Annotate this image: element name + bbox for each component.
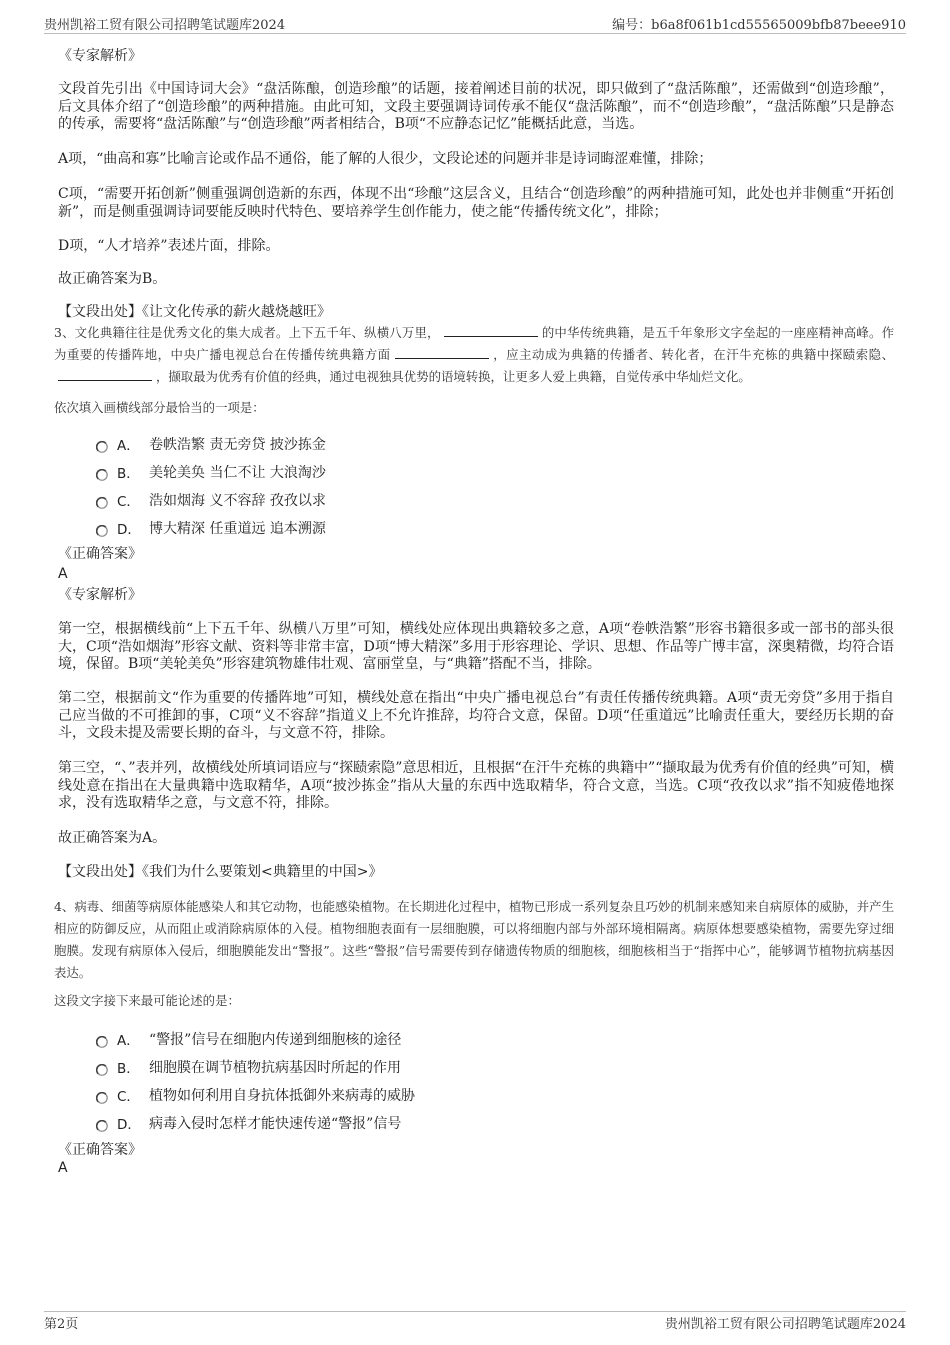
q3-text-part1: 3、文化典籍往往是优秀文化的集大成者。上下五千年、纵横八万里， [54, 325, 440, 340]
option-letter: C． [117, 494, 140, 510]
q4-option-a[interactable] [96, 1029, 401, 1049]
q3-analysis-p1: 第一空，根据横线前“上下五千年、纵横八万里”可知，横线处应体现出典籍较多之意，A项“卷帙浩繁”形容书籍很多或一部书的部头很大，C项“浩如烟海”形容文献、资料等非常丰富，D项“博大精深”多用于形容理论、学识、思想、作品等广博丰富，深奥精微，均符合语境，保留。B项“美轮美奂”形容建筑物雄伟壮观、富丽堂皇，与“典籍”搭配不当，排除。 [58, 621, 894, 672]
radio-icon[interactable] [96, 1092, 108, 1104]
page-header [0, 0, 950, 33]
q4-question: 4、病毒、细菌等病原体能感染人和其它动物，也能感染植物。在长期进化过程中，植物已形成一系列复杂且巧妙的机制来感知来自病原体的威胁，并产生相应的防御反应，从而阻止或消除病原体的入侵。植物细胞表面有一层细胞膜，可以将细胞内部与外部环境相隔离。病原体想要感染植物，需要先穿过细胞膜。发现有病原体入侵后，细胞膜能发出“警报”。这些“警报”信号需要传到存储遗传物质的细胞核，细胞核相当于“指挥中心”，能够调节植物抗病基因表达。 [54, 899, 894, 980]
header-title: 贵州凯裕工贸有限公司招聘笔试题库2024 [44, 18, 286, 33]
radio-icon[interactable] [96, 1036, 108, 1048]
option-letter: B． [117, 466, 140, 482]
radio-icon[interactable] [96, 1120, 108, 1132]
q4-answer-label: 《正确答案》 [58, 1142, 142, 1158]
q2-analysis-p1: 文段首先引出《中国诗词大会》“盘活陈酿，创造珍酿”的话题，接着阐述目前的状况，即只做到了“盘活陈酿”，还需做到“创造珍酿”，后文具体介绍了“创造珍酿”的两种措施。由此可知，文段主要强调诗词传承不能仅“盘活陈酿”，而不“创造珍酿”，“盘活陈酿”只是静态的传承，需要将“盘活陈酿”与“创造珍酿”两者相结合，B项“不应静态记忆”能概括此意，当选。 [58, 81, 894, 132]
option-text: 卷帙浩繁 责无旁贷 披沙拣金 [149, 437, 326, 453]
option-text: 美轮美奂 当仁不让 大浪淘沙 [149, 465, 326, 481]
q3-source: 【文段出处】《我们为什么要策划<典籍里的中国>》 [58, 864, 383, 880]
q3-text-part3: ，应主动成为典籍的传播者、转化者，在汗牛充栋的典籍中探赜索隐、 [492, 347, 895, 362]
radio-icon[interactable] [96, 469, 108, 481]
header-doc-id: 编号：b6a8f061b1cd55565009bfb87beee910 [612, 18, 906, 33]
footer-title: 贵州凯裕工贸有限公司招聘笔试题库2024 [664, 1317, 906, 1332]
radio-icon[interactable] [96, 1064, 108, 1076]
q4-answer: A [58, 1160, 68, 1176]
q3-instruction: 依次填入画横线部分最恰当的一项是： [54, 400, 265, 415]
option-letter: B． [117, 1061, 140, 1077]
option-letter: C． [117, 1089, 140, 1105]
footer-page-number: 第2页 [44, 1317, 79, 1332]
q3-option-d[interactable] [96, 518, 326, 538]
radio-icon[interactable] [96, 497, 108, 509]
q4-option-b[interactable] [96, 1057, 401, 1077]
q3-option-c[interactable] [96, 490, 326, 510]
q2-analysis-p3: C项，“需要开拓创新”侧重强调创造新的东西，体现不出“珍酿”这层含义，且结合“创造珍酿”的两种措施可知，此处也并非侧重“开拓创新”，而是侧重强调诗词要能反映时代特色、要培养学生创作能力，使之能“传播传统文化”，排除； [58, 186, 894, 220]
q3-option-b[interactable] [96, 462, 326, 482]
q3-option-a[interactable] [96, 434, 326, 454]
q3-analysis-p2: 第二空，根据前文“作为重要的传播阵地”可知，横线处意在指出“中央广播电视总台”有责任传播传统典籍。A项“责无旁贷”多用于指自己应当做的不可推卸的事，C项“义不容辞”指道义上不允许推辞，均符合文意，保留。D项“任重道远”比喻责任重大，要经历长期的奋斗，文段未提及需要长期的奋斗，与文意不符，排除。 [58, 690, 894, 741]
q3-analysis-p4: 故正确答案为A。 [58, 830, 167, 846]
q2-analysis-p5: 故正确答案为B。 [58, 271, 167, 287]
q3-answer: A [58, 566, 68, 582]
q2-analysis-p2: A项，“曲高和寡”比喻言论或作品不通俗，能了解的人很少，文段论述的问题并非是诗词晦涩难懂，排除； [58, 151, 713, 167]
radio-icon[interactable] [96, 525, 108, 537]
q3-question [54, 322, 894, 388]
header-divider [44, 33, 906, 34]
option-text: 博大精深 任重道远 追本溯源 [149, 521, 326, 537]
q4-option-d[interactable] [96, 1113, 401, 1133]
option-text: “警报”信号在细胞内传递到细胞核的途径 [149, 1032, 402, 1048]
q2-analysis-label: 《专家解析》 [58, 48, 142, 64]
option-letter: D． [117, 1117, 141, 1133]
q3-analysis-p3: 第三空，“、”表并列，故横线处所填词语应与“探赜索隐”意思相近，且根据“在汗牛充栋的典籍中”“撷取最为优秀有价值的经典”可知，横线处意在指出在大量典籍中选取精华，A项“披沙拣金”指从大量的东西中选取精华，符合文意，当选。C项“孜孜以求”指不知疲倦地探求，没有选取精华之意，与文意不符，排除。 [58, 760, 894, 811]
q3-answer-label: 《正确答案》 [58, 546, 142, 562]
q3-blank-1[interactable] [444, 324, 538, 337]
option-text: 病毒入侵时怎样才能快速传递“警报”信号 [149, 1116, 402, 1132]
q3-blank-3[interactable] [58, 368, 152, 381]
q4-option-c[interactable] [96, 1085, 415, 1105]
q3-blank-2[interactable] [395, 346, 489, 359]
q2-analysis-p4: D项，“人才培养”表述片面，排除。 [58, 238, 280, 254]
option-letter: D． [117, 522, 141, 538]
q2-source: 【文段出处】《让文化传承的薪火越烧越旺》 [58, 304, 331, 320]
q4-instruction: 这段文字接下来最可能论述的是： [54, 993, 240, 1008]
option-text: 植物如何利用自身抗体抵御外来病毒的威胁 [149, 1088, 415, 1104]
option-letter: A． [117, 438, 140, 454]
option-letter: A． [117, 1033, 140, 1049]
q3-analysis-label: 《专家解析》 [58, 587, 142, 603]
q3-text-part2: 的中华传统典籍，是五千年象形文字垒起的一座座精神高峰。作为重要的传播阵地，中央广播电视总台在传播传统典籍方面 [54, 325, 894, 362]
q3-text-part4: ，撷取最为优秀有价值的经典，通过电视独具优势的语境转换，让更多人爱上典籍，自觉传承中华灿烂文化。 [156, 369, 751, 384]
option-text: 浩如烟海 义不容辞 孜孜以求 [149, 493, 326, 509]
footer-divider [44, 1311, 906, 1312]
option-text: 细胞膜在调节植物抗病基因时所起的作用 [149, 1060, 401, 1076]
radio-icon[interactable] [96, 441, 108, 453]
